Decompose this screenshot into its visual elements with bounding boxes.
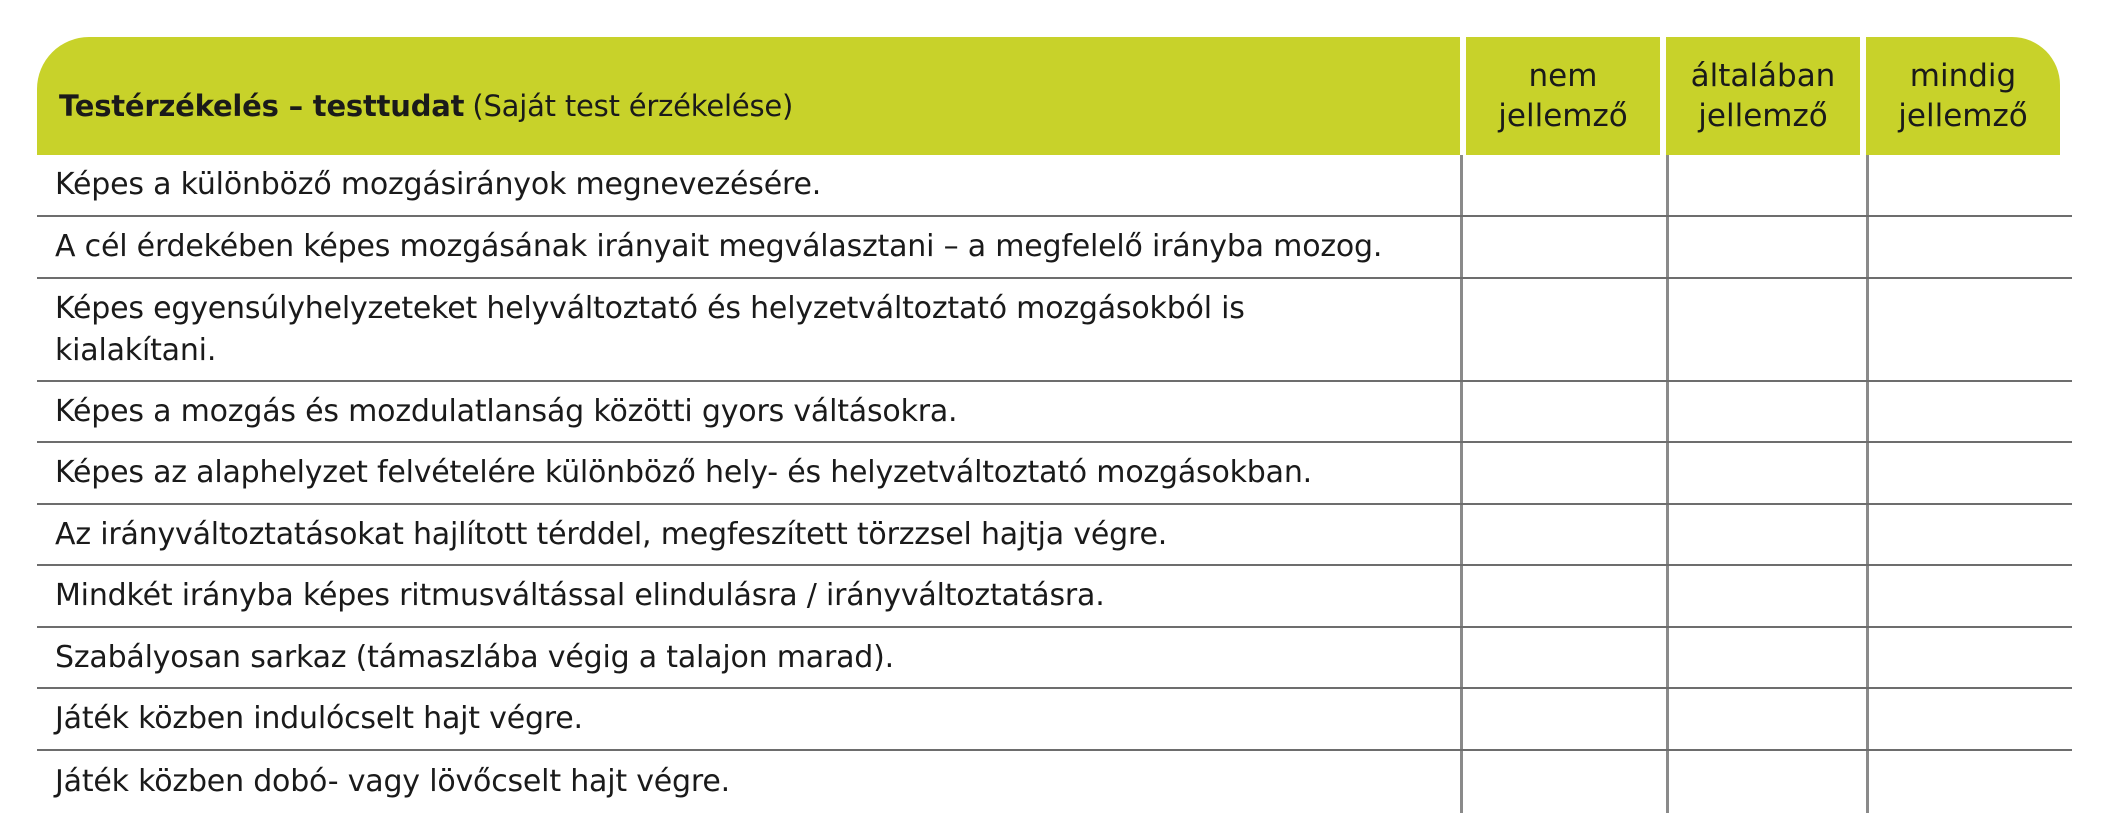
checkbox-nem-jellemzo[interactable] (1460, 279, 1666, 380)
table-row (37, 751, 2072, 813)
checkbox-nem-jellemzo[interactable] (1460, 382, 1666, 441)
row-statement (37, 217, 1460, 277)
row-statement (37, 382, 1460, 441)
table-row (37, 382, 2072, 443)
row-statement-text: A cél érdekében képes mozgásának irányait megválasztani – a megfelelő irányba mozog. (55, 229, 1383, 264)
column-header-line: jellemző (1898, 98, 2028, 134)
row-statement-text: Mindkét irányba képes ritmusváltással elindulásra / irányváltoztatásra. (55, 578, 1105, 613)
column-header-altalaban-jellemzo (1666, 37, 1860, 155)
checkbox-mindig-jellemzo[interactable] (1866, 505, 2066, 564)
checkbox-nem-jellemzo[interactable] (1460, 628, 1666, 687)
column-header-line: jellemző (1498, 98, 1628, 134)
checkbox-nem-jellemzo[interactable] (1460, 689, 1666, 749)
checkbox-nem-jellemzo[interactable] (1460, 217, 1666, 277)
row-statement-text: Szabályosan sarkaz (támaszlába végig a talajon marad). (55, 639, 894, 675)
assessment-table (37, 37, 2072, 813)
table-row (37, 155, 2072, 217)
checkbox-altalaban-jellemzo[interactable] (1666, 628, 1866, 687)
row-statement (37, 279, 1460, 380)
checkbox-mindig-jellemzo[interactable] (1866, 382, 2066, 441)
checkbox-nem-jellemzo[interactable] (1460, 566, 1666, 626)
checkbox-mindig-jellemzo[interactable] (1866, 279, 2066, 380)
column-header-line: nem (1528, 58, 1598, 94)
table-row (37, 689, 2072, 751)
title-subtitle: (Saját test érzékelése) (472, 89, 794, 123)
checkbox-altalaban-jellemzo[interactable] (1666, 217, 1866, 277)
title-bold: Testérzékelés – testtudat (59, 89, 465, 123)
checkbox-mindig-jellemzo[interactable] (1866, 689, 2066, 749)
table-row (37, 443, 2072, 505)
row-statement (37, 751, 1460, 813)
row-statement (37, 443, 1460, 503)
row-statement (37, 505, 1460, 564)
row-statement-text: Az irányváltoztatásokat hajlított térddel, megfeszített törzzsel hajtja végre. (55, 516, 1168, 552)
table-body (37, 155, 2072, 813)
row-statement-text: Képes egyensúlyhelyzeteket helyváltoztató és helyzetváltoztató mozgásokból is kialakítani. (55, 290, 1245, 368)
checkbox-altalaban-jellemzo[interactable] (1666, 566, 1866, 626)
row-statement (37, 155, 1460, 215)
row-statement (37, 566, 1460, 626)
checkbox-altalaban-jellemzo[interactable] (1666, 155, 1866, 215)
checkbox-nem-jellemzo[interactable] (1460, 505, 1666, 564)
checkbox-altalaban-jellemzo[interactable] (1666, 689, 1866, 749)
checkbox-altalaban-jellemzo[interactable] (1666, 751, 1866, 813)
row-statement (37, 689, 1460, 749)
column-header-nem-jellemzo (1466, 37, 1660, 155)
column-header-line: mindig (1909, 58, 2017, 94)
checkbox-mindig-jellemzo[interactable] (1866, 155, 2066, 215)
column-header-line: jellemző (1698, 98, 1828, 134)
checkbox-nem-jellemzo[interactable] (1460, 443, 1666, 503)
checkbox-mindig-jellemzo[interactable] (1866, 217, 2066, 277)
row-statement-text: Játék közben dobó- vagy lövőcselt hajt végre. (55, 764, 730, 799)
table-row (37, 279, 2072, 382)
table-row (37, 217, 2072, 279)
row-statement-text: Képes az alaphelyzet felvételére különböző hely- és helyzetváltoztató mozgásokban. (55, 455, 1312, 490)
checkbox-altalaban-jellemzo[interactable] (1666, 382, 1866, 441)
column-header-mindig-jellemzo (1866, 37, 2060, 155)
row-statement-text: Képes a mozgás és mozdulatlanság közötti gyors váltásokra. (55, 393, 958, 429)
column-header-line: általában (1690, 58, 1836, 94)
checkbox-mindig-jellemzo[interactable] (1866, 443, 2066, 503)
table-header (37, 37, 2072, 155)
table-row (37, 566, 2072, 628)
checkbox-mindig-jellemzo[interactable] (1866, 751, 2066, 813)
row-statement-text: Képes a különböző mozgásirányok megnevezésére. (55, 167, 822, 202)
checkbox-altalaban-jellemzo[interactable] (1666, 279, 1866, 380)
table-row (37, 505, 2072, 566)
checkbox-nem-jellemzo[interactable] (1460, 155, 1666, 215)
table-row (37, 628, 2072, 689)
checkbox-nem-jellemzo[interactable] (1460, 751, 1666, 813)
checkbox-altalaban-jellemzo[interactable] (1666, 505, 1866, 564)
checkbox-mindig-jellemzo[interactable] (1866, 566, 2066, 626)
checkbox-altalaban-jellemzo[interactable] (1666, 443, 1866, 503)
row-statement-text: Játék közben indulócselt hajt végre. (55, 701, 583, 736)
checkbox-mindig-jellemzo[interactable] (1866, 628, 2066, 687)
row-statement (37, 628, 1460, 687)
table-title (37, 37, 1460, 155)
